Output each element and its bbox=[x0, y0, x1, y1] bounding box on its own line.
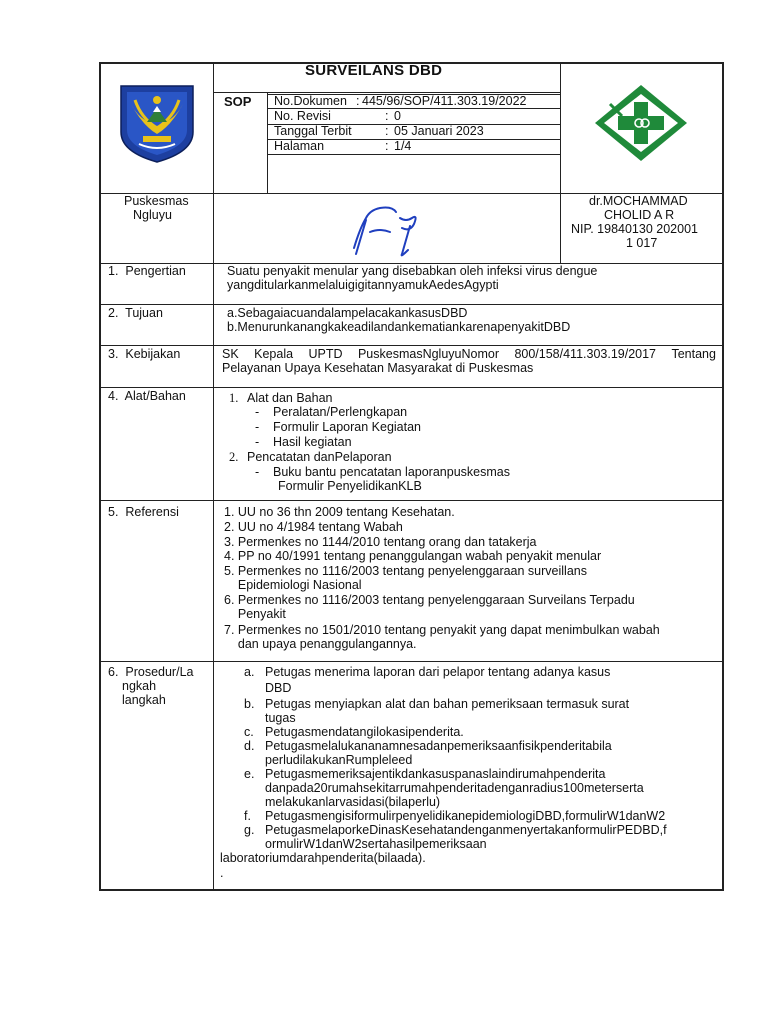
kebijakan-word: UPTD bbox=[308, 347, 343, 361]
alat-sub-2: Formulir Laporan Kegiatan bbox=[273, 420, 421, 434]
prosedur-text: Petugasmelalukananamnesadanpemeriksaanfisikpenderitabila bbox=[265, 739, 612, 753]
prosedur-marker-f: f. bbox=[244, 809, 251, 823]
prosedur-marker-c: c. bbox=[244, 725, 254, 739]
alat-sub-4: Buku bantu pencatatan laporanpuskesmas bbox=[273, 465, 510, 479]
alat-heading-1: Alat dan Bahan bbox=[247, 391, 333, 405]
section-label-prosedur-3: langkah bbox=[122, 693, 166, 707]
kebijakan-word: Kepala bbox=[254, 347, 294, 361]
tujuan-line-2: b.MenurunkanangkakeadilandankematiankarenapenyakitDBD bbox=[227, 320, 571, 334]
row-divider-2 bbox=[99, 304, 724, 305]
referensi-line-10: dan upaya penanggulangannya. bbox=[224, 637, 417, 651]
docinfo-sep-4: : bbox=[385, 139, 389, 153]
kebijakan-line-2: Pelayanan Upaya Kesehatan Masyarakat di Puskesmas bbox=[222, 361, 534, 375]
prosedur-text: PetugasmelaporkeDinasKesehatandenganmenyertakanformulirPEDBD,f bbox=[265, 823, 667, 837]
referensi-line-2: 2. UU no 4/1984 tentang Wabah bbox=[224, 520, 403, 534]
docinfo-label-1: No.Dokumen bbox=[274, 94, 347, 108]
referensi-line-3: 3. Permenkes no 1144/2010 tentang orang dan tatakerja bbox=[224, 535, 537, 549]
docinfo-label-3: Tanggal Terbit bbox=[274, 124, 352, 138]
prosedur-text: Petugasmendatangilokasipenderita. bbox=[265, 725, 464, 739]
docinfo-sep-3: : bbox=[385, 124, 389, 138]
left-logo bbox=[113, 82, 201, 164]
prosedur-text: Petugas menerima laporan dari pelapor tentang adanya kasus bbox=[265, 665, 611, 679]
alat-dash: - bbox=[255, 420, 260, 434]
section-label-referensi: 5. Referensi bbox=[108, 505, 179, 519]
right-logo bbox=[592, 82, 690, 164]
prosedur-text: PetugasmengisiformulirpenyelidikanepidemiologiDBD,formulirW1danW2 bbox=[265, 809, 666, 823]
docinfo-value-4: 1/4 bbox=[394, 139, 412, 153]
prosedur-text: DBD bbox=[265, 681, 292, 695]
tujuan-line-1: a.SebagaiacuandalampelacakankasusDBD bbox=[227, 306, 468, 320]
prosedur-marker-d: d. bbox=[244, 739, 255, 753]
row-divider-3 bbox=[99, 345, 724, 346]
kebijakan-word: PuskesmasNgluyuNomor bbox=[357, 347, 499, 361]
alat-number-1: 1. bbox=[229, 391, 239, 405]
prosedur-text: tugas bbox=[265, 711, 296, 725]
referensi-line-1: 1. UU no 36 thn 2009 tentang Kesehatan. bbox=[224, 505, 455, 519]
docinfo-value-3: 05 Januari 2023 bbox=[394, 124, 484, 138]
title-underline bbox=[213, 92, 560, 93]
prosedur-text: perludilakukanRumpleleed bbox=[265, 753, 413, 767]
alat-number-2: 2. bbox=[229, 450, 239, 464]
referensi-line-9: 7. Permenkes no 1501/2010 tentang penyakit yang dapat menimbulkan wabah bbox=[224, 623, 660, 637]
document-title: SURVEILANS DBD bbox=[305, 62, 443, 79]
signer-line-4: 1 017 bbox=[626, 236, 658, 250]
table-border-right bbox=[722, 62, 724, 890]
prosedur-marker-a: a. bbox=[244, 665, 255, 679]
alat-dash: - bbox=[255, 465, 260, 479]
prosedur-text: danpada20rumahsekitarrumahpenderitadenganradius100meterserta bbox=[265, 781, 644, 795]
row-divider-6 bbox=[99, 661, 724, 662]
section-label-pengertian: 1. Pengertian bbox=[108, 264, 186, 278]
referensi-line-4: 4. PP no 40/1991 tentang penanggulangan wabah penyakit menular bbox=[224, 549, 602, 563]
alat-sub-1: Peralatan/Perlengkapan bbox=[273, 405, 408, 419]
section-label-kebijakan: 3. Kebijakan bbox=[108, 347, 181, 361]
row-divider-5 bbox=[99, 500, 724, 501]
org-name-line-2: Ngluyu bbox=[133, 208, 172, 222]
referensi-line-6: Epidemiologi Nasional bbox=[224, 578, 362, 592]
column-divider-2 bbox=[560, 62, 561, 264]
section-label-prosedur-2: ngkah bbox=[122, 679, 157, 693]
docinfo-sep-2: : bbox=[385, 109, 389, 123]
docinfo-label-4: Halaman bbox=[274, 139, 325, 153]
alat-dash: - bbox=[255, 435, 260, 449]
docinfo-sep-1: : bbox=[356, 94, 360, 108]
prosedur-text: Petugasmemeriksajentikdankasuspanaslaindirumahpenderita bbox=[265, 767, 606, 781]
column-divider-1 bbox=[213, 62, 214, 890]
section-label-prosedur-1: 6. Prosedur/La bbox=[108, 665, 194, 679]
regency-emblem-icon bbox=[113, 82, 201, 164]
prosedur-text: ormulirW1danW2sertahasilpemeriksaan bbox=[265, 837, 487, 851]
alat-heading-2: Pencatatan danPelaporan bbox=[247, 450, 392, 464]
section-label-tujuan: 2. Tujuan bbox=[108, 306, 163, 320]
org-name-line-1: Puskesmas bbox=[124, 194, 189, 208]
prosedur-marker-b: b. bbox=[244, 697, 255, 711]
alat-sub-5: Formulir PenyelidikanKLB bbox=[278, 479, 422, 493]
docinfo-label-2: No. Revisi bbox=[274, 109, 331, 123]
section-label-alat: 4. Alat/Bahan bbox=[108, 389, 186, 403]
prosedur-marker-g: g. bbox=[244, 823, 255, 837]
puskesmas-cross-icon bbox=[592, 82, 690, 164]
prosedur-tail-2: . bbox=[220, 866, 224, 880]
sop-label: SOP bbox=[224, 94, 252, 109]
referensi-line-7: 6. Permenkes no 1116/2003 tentang penyelenggaraan Surveilans Terpadu bbox=[224, 593, 635, 607]
alat-sub-3: Hasil kegiatan bbox=[273, 435, 352, 449]
signer-line-1: dr.MOCHAMMAD bbox=[589, 194, 688, 208]
kebijakan-word: 800/158/411.303.19/2017 bbox=[514, 347, 657, 361]
referensi-line-8: Penyakit bbox=[224, 607, 286, 621]
referensi-line-5: 5. Permenkes no 1116/2003 tentang penyelenggaraan surveillans bbox=[224, 564, 587, 578]
row-divider-4 bbox=[99, 387, 724, 388]
pengertian-line-1: Suatu penyakit menular yang disebabkan oleh infeksi virus dengue bbox=[227, 264, 598, 278]
table-border-bottom bbox=[99, 889, 724, 891]
kebijakan-word: SK bbox=[222, 347, 239, 361]
signer-line-3: NIP. 19840130 202001 bbox=[571, 222, 698, 236]
docinfo-value-2: 0 bbox=[394, 109, 401, 123]
alat-dash: - bbox=[255, 405, 260, 419]
kebijakan-word: Tentang bbox=[671, 347, 716, 361]
prosedur-tail-1: laboratoriumdarahpenderita(bilaada). bbox=[220, 851, 426, 865]
docinfo-line-4 bbox=[268, 154, 560, 155]
prosedur-text: melakukanlarvasidasi(bilaperlu) bbox=[265, 795, 441, 809]
prosedur-marker-e: e. bbox=[244, 767, 255, 781]
signature bbox=[340, 198, 440, 260]
signature-icon bbox=[340, 198, 440, 260]
pengertian-line-2: yangditularkanmelaluigigitannyamukAedesAgypti bbox=[227, 278, 499, 292]
signer-line-2: CHOLID A R bbox=[604, 208, 675, 222]
table-border-left bbox=[99, 62, 101, 890]
docinfo-value-1: 445/96/SOP/411.303.19/2022 bbox=[362, 94, 527, 108]
prosedur-text: Petugas menyiapkan alat dan bahan pemeriksaan termasuk surat bbox=[265, 697, 630, 711]
kebijakan-line-1 bbox=[222, 347, 716, 362]
